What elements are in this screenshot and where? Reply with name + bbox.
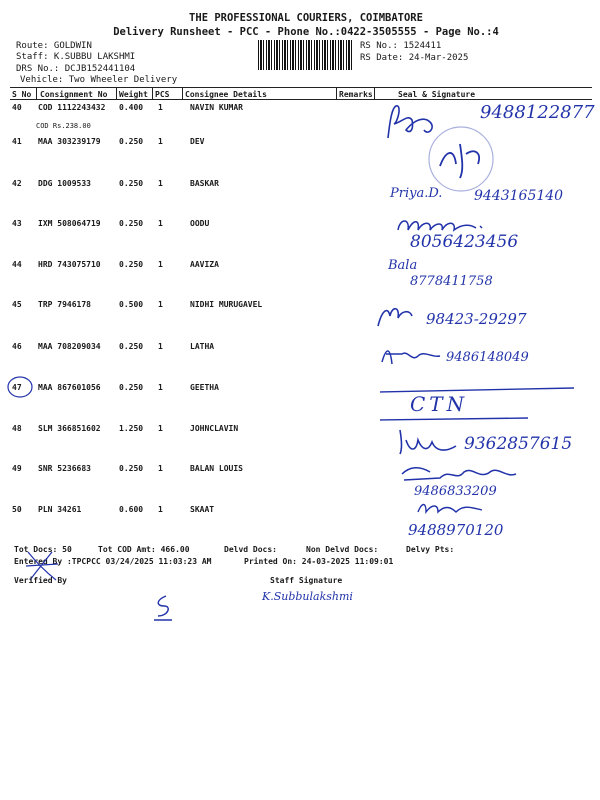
row-pcs: 1	[158, 219, 163, 228]
column-divider	[36, 87, 37, 99]
row-consignment: MAA 708209034	[38, 342, 101, 351]
handwritten-phone: 9486833209	[414, 484, 497, 499]
total-cod-amount: Tot COD Amt: 466.00	[98, 545, 190, 554]
signature-scribble	[376, 302, 416, 334]
row-pcs: 1	[158, 137, 163, 146]
row-consignee: LATHA	[190, 342, 215, 351]
row-pcs: 1	[158, 300, 163, 309]
row-pcs: 1	[158, 103, 163, 112]
row-sno: 48	[12, 424, 22, 433]
row-consignee: OODU	[190, 219, 210, 228]
col-header-pcs: PCS	[155, 90, 170, 99]
row-weight: 0.250	[119, 342, 144, 351]
handwritten-phone: 98423-29297	[426, 310, 527, 328]
column-divider	[116, 87, 117, 99]
row-sno: 42	[12, 179, 22, 188]
runsheet-subtitle: Delivery Runsheet - PCC - Phone No.:0422-3505555 - Page No.:4	[113, 26, 499, 38]
column-divider	[374, 87, 375, 99]
non-delivered-docs: Non Delvd Docs:	[306, 545, 379, 554]
row-consignee: BASKAR	[190, 179, 219, 188]
row-weight: 0.250	[119, 219, 144, 228]
row-consignment: SNR 5236683	[38, 464, 91, 473]
row-weight: 0.400	[119, 103, 144, 112]
row-pcs: 1	[158, 505, 163, 514]
staff-signature: K.Subbulakshmi	[262, 590, 353, 603]
entered-by: Entered By :TPCPCC 03/24/2025 11:03:23 AM	[14, 557, 212, 566]
printed-on: Printed On: 24-03-2025 11:09:01	[244, 557, 394, 566]
col-header-consignee: Consignee Details	[185, 90, 267, 99]
verified-by-label: Verified By	[14, 576, 67, 585]
handwritten-phone: 9488970120	[408, 521, 504, 539]
company-title: THE PROFESSIONAL COURIERS, COIMBATORE	[189, 12, 423, 24]
row-pcs: 1	[158, 383, 163, 392]
handwritten-phone: 9362857615	[464, 434, 573, 454]
row-consignee: AAVIZA	[190, 260, 219, 269]
handwritten-phone: 9443165140	[474, 188, 564, 204]
row-sno: 46	[12, 342, 22, 351]
handwritten-name: Bala	[388, 258, 418, 273]
handwritten-phone: 8056423456	[410, 232, 519, 252]
row-sno: 43	[12, 219, 22, 228]
row-sno: 44	[12, 260, 22, 269]
column-divider	[336, 87, 337, 99]
drs-number: DRS No.: DCJB152441104	[16, 64, 136, 74]
route-label: Route: GOLDWIN	[16, 41, 92, 51]
column-divider	[152, 87, 153, 99]
row-weight: 0.250	[119, 464, 144, 473]
row-consignee: NIDHI MURUGAVEL	[190, 300, 263, 309]
signature-scribble	[416, 498, 486, 522]
rs-number: RS No.: 1524411	[360, 41, 442, 51]
row-cod-note: COD Rs.238.00	[36, 122, 91, 130]
col-header-consignment: Consignment No	[40, 90, 108, 99]
row-consignee: BALAN LOUIS	[190, 464, 243, 473]
col-header-seal-signature: Seal & Signature	[398, 90, 476, 99]
row-weight: 0.250	[119, 260, 144, 269]
total-docs: Tot Docs: 50	[14, 545, 72, 554]
row-consignment: TRP 7946178	[38, 300, 91, 309]
row-sno: 40	[12, 103, 22, 112]
row-consignment: PLN 34261	[38, 505, 82, 514]
row-consignment: MAA 303239179	[38, 137, 101, 146]
signature-scribble	[384, 100, 444, 148]
row-sno: 50	[12, 505, 22, 514]
row-sno: 45	[12, 300, 22, 309]
handwritten-name: Priya.D.	[390, 186, 443, 201]
row-consignee: GEETHA	[190, 383, 219, 392]
row-consignment: SLM 366851602	[38, 424, 101, 433]
row-sno: 41	[12, 137, 22, 146]
vehicle-label: Vehicle: Two Wheeler Delivery	[20, 75, 178, 85]
row-consignee: NAVIN KUMAR	[190, 103, 243, 112]
row-consignee: DEV	[190, 137, 205, 146]
handwritten-phone: 9488122877	[480, 102, 595, 123]
row-consignment: HRD 743075710	[38, 260, 101, 269]
row-weight: 0.250	[119, 179, 144, 188]
row-weight: 1.250	[119, 424, 144, 433]
row-consignee: JOHNCLAVIN	[190, 424, 239, 433]
signature-underline	[378, 384, 578, 428]
row-weight: 0.250	[119, 383, 144, 392]
table-header-border	[10, 99, 592, 100]
barcode-image	[258, 40, 354, 70]
col-header-remarks: Remarks	[339, 90, 373, 99]
handwritten-mark: CTN	[410, 392, 469, 416]
rs-date: RS Date: 24-Mar-2025	[360, 53, 469, 63]
delivered-docs: Delvd Docs:	[224, 545, 277, 554]
staff-label: Staff: K.SUBBU LAKSHMI	[16, 52, 136, 62]
verifier-signature	[148, 592, 178, 628]
row-consignment: IXM 508064719	[38, 219, 101, 228]
table-top-border	[10, 87, 592, 88]
row-sno: 49	[12, 464, 22, 473]
signature-scribble	[378, 342, 444, 374]
row-pcs: 1	[158, 179, 163, 188]
handwritten-phone: 9486148049	[446, 350, 529, 365]
col-header-sno: S No	[12, 90, 32, 99]
col-header-weight: Weight	[119, 90, 148, 99]
row-weight: 0.250	[119, 137, 144, 146]
row-pcs: 1	[158, 342, 163, 351]
signature-scribble	[396, 426, 460, 462]
row-pcs: 1	[158, 464, 163, 473]
staff-signature-label: Staff Signature	[270, 576, 343, 585]
row-consignment: COD 1112243432	[38, 103, 106, 112]
column-divider	[182, 87, 183, 99]
row-sno: 47	[12, 383, 22, 392]
row-pcs: 1	[158, 424, 163, 433]
row-pcs: 1	[158, 260, 163, 269]
row-weight: 0.600	[119, 505, 144, 514]
row-weight: 0.500	[119, 300, 144, 309]
handwritten-phone: 8778411758	[410, 274, 493, 289]
delivery-points: Delvy Pts:	[406, 545, 455, 554]
row-consignment: MAA 867601056	[38, 383, 101, 392]
row-consignment: DDG 1009533	[38, 179, 91, 188]
row-consignee: SKAAT	[190, 505, 215, 514]
